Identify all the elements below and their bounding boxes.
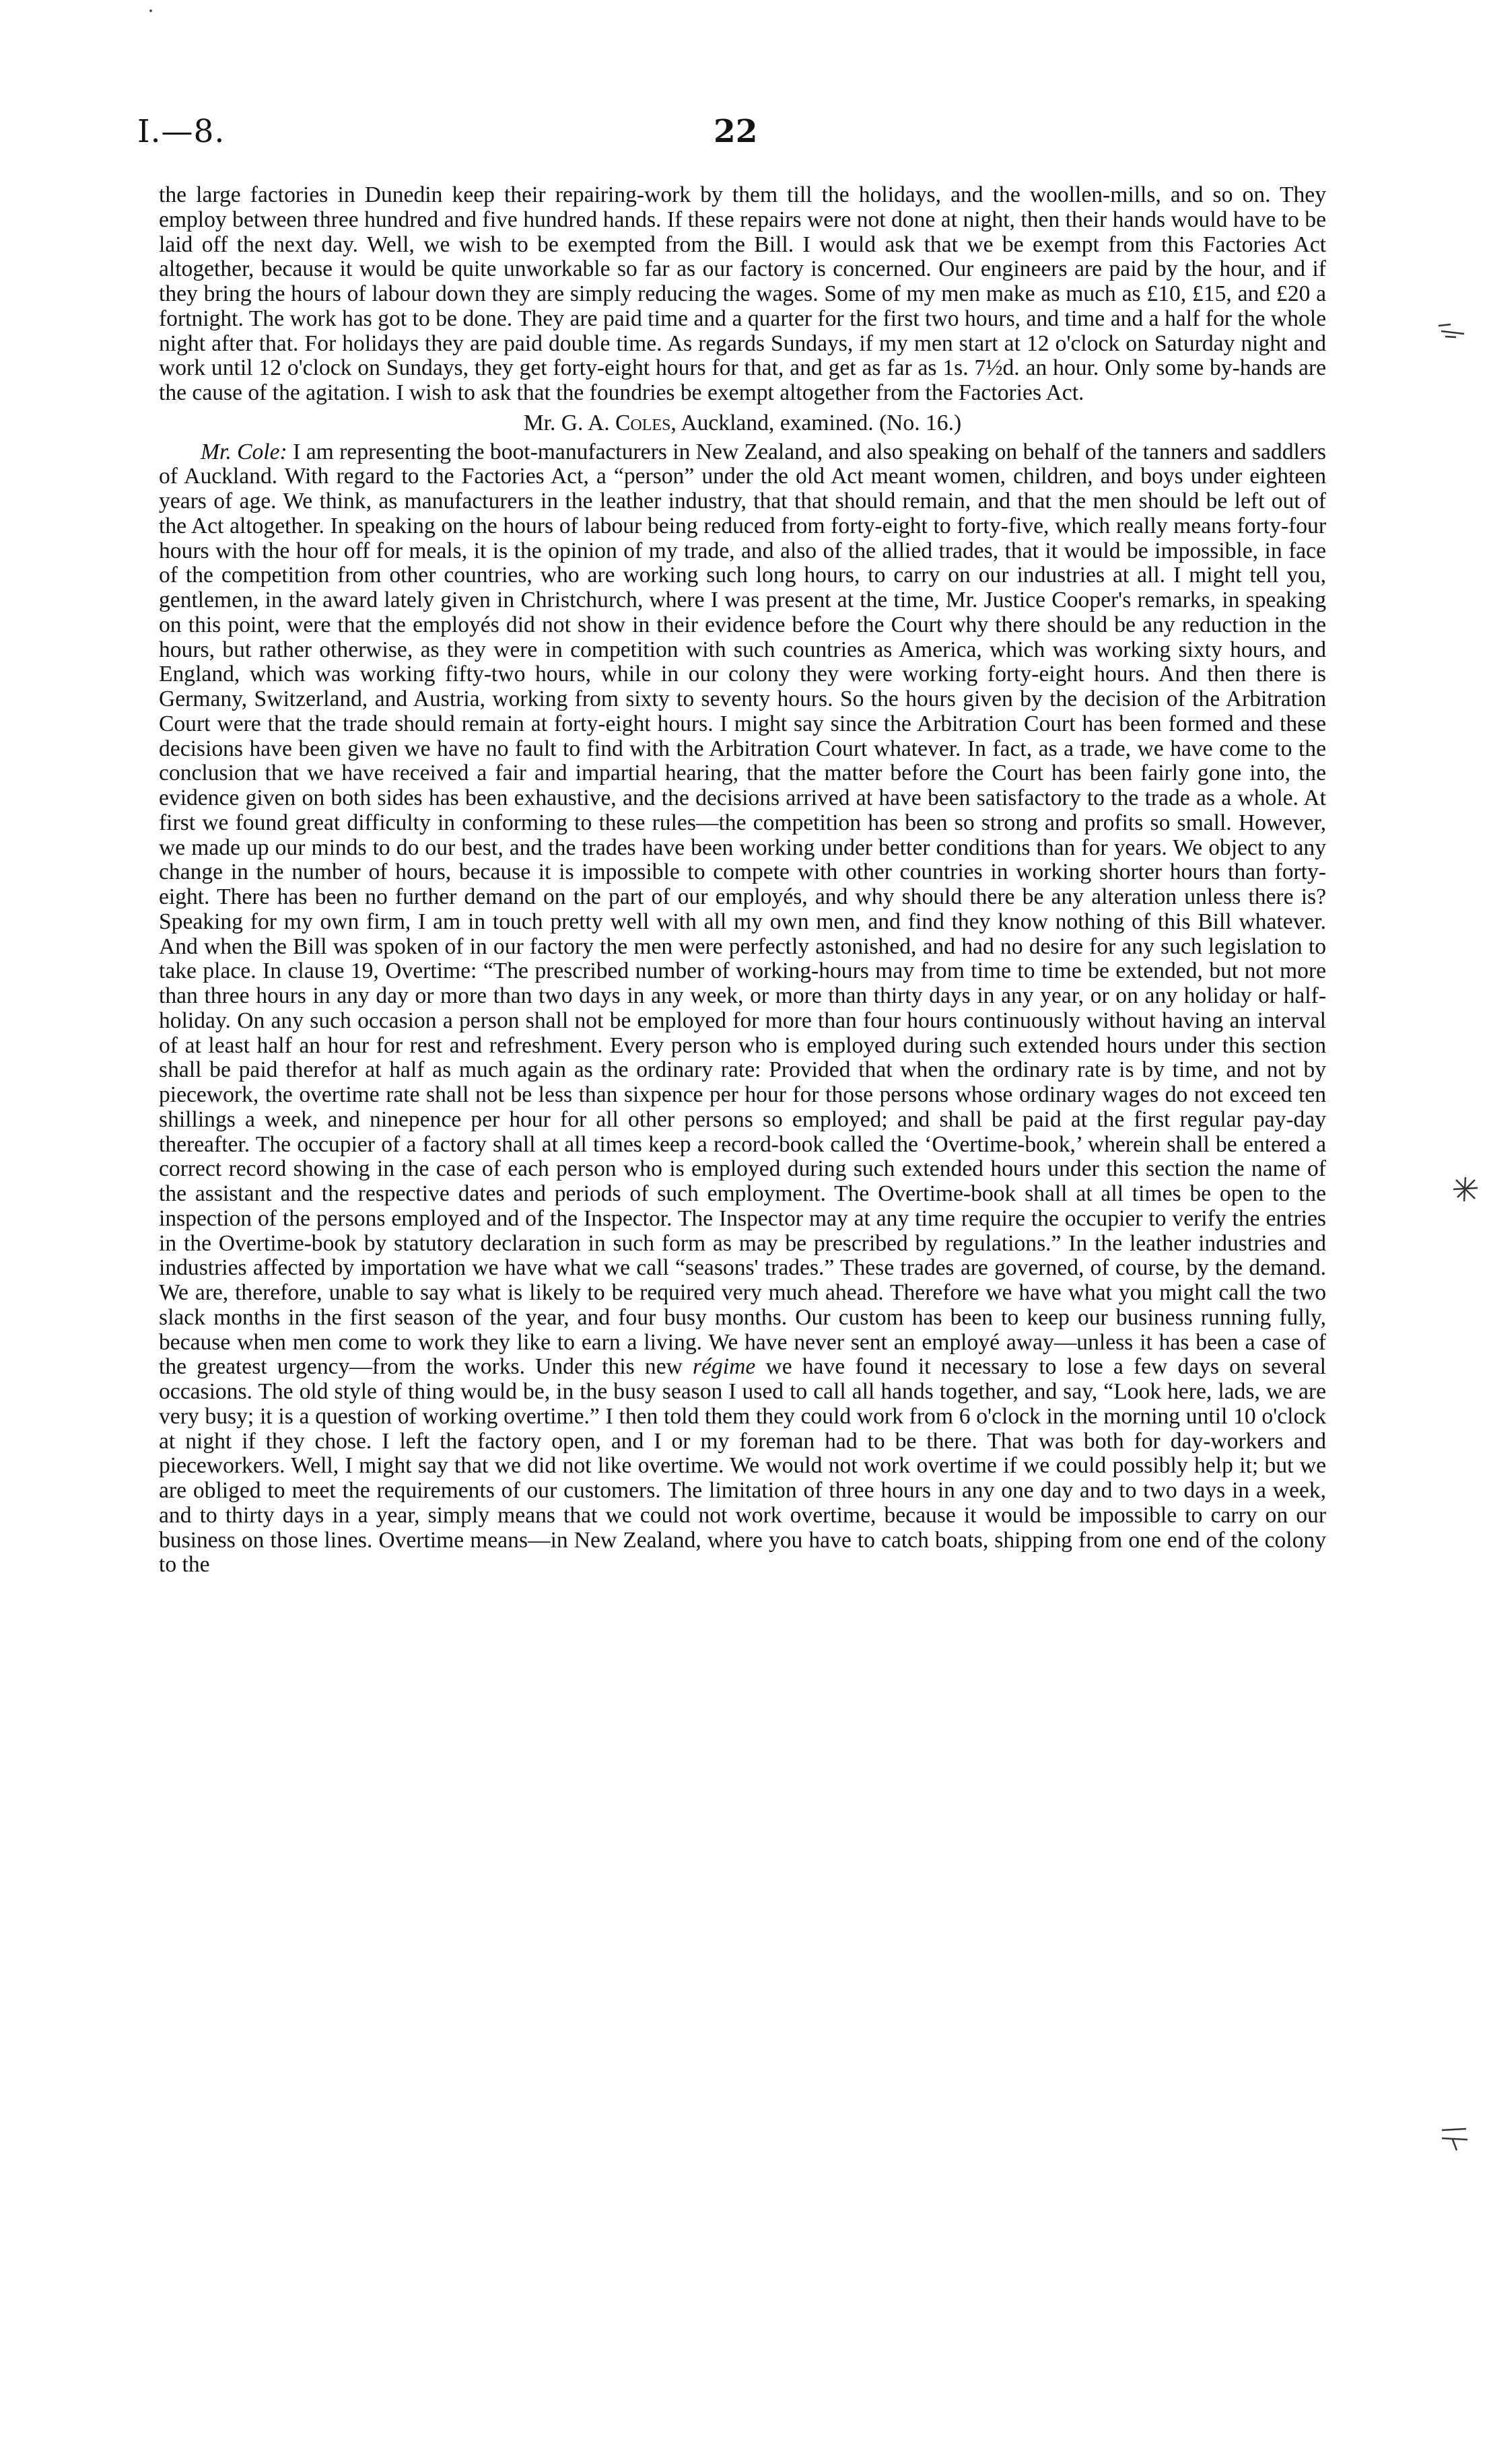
page-reference: I.—8.: [137, 113, 226, 150]
paragraph-foundry-testimony: the large factories in Dunedin keep their repairing-work by them till the holidays, and the woollen-mills, and so on. They employ between three hundred and five hundred hands. If these repairs were not done at night, then their hands would have to be laid off the next day. Well, we wish to be exempted from the Bill. I would ask that we be exempt from this Factories Act altogether, because it would be quite unworkable so far as our factory is concerned. Our engineers are paid by the hour, and if they bring the hours of labour down they are simply reducing the wages. Some of my men make as much as £10, £15, and £20 a fortnight. The work has got to be done. They are paid time and a quarter for the first two hours, and time and a half for the whole night after that. For holidays they are paid double time. As regards Sundays, if my men start at 12 o'clock on Saturday night and work until 12 o'clock on Sundays, they get forty-eight hours for that, and get as far as 1s. 7½d. an hour. Only some by-hands are the cause of the agitation. I wish to ask that the foundries be exempt altogether from the Factories Act.: [159, 182, 1326, 405]
document-body: [159, 183, 1326, 1578]
margin-mark-top: [1437, 316, 1468, 346]
margin-mark-bottom: [1439, 2123, 1470, 2156]
speaker-label: Mr. Cole:: [201, 439, 287, 464]
testimony-text-part-1: I am representing the boot-manufacturers in New Zealand, and also speaking on behalf of the tanners and saddlers of Auckland. With regard to the Factories Act, a “person” under the old Act meant women, children, and boys under eighteen years of age. We think, as manufacturers in the leather industry, that that should remain, and that the men should be left out of the Act altogether. In speaking on the hours of labour being reduced from forty-eight to forty-five, which really means forty-four hours with the hour off for meals, it is the opinion of my trade, and also of the allied trades, that it would be impossible, in face of the competition from other countries, who are working such long hours, to carry on our industries at all. I might tell you, gentlemen, in the award lately given in Christchurch, where I was present at the time, Mr. Justice Cooper's remarks, in speaking on this point, were that the employés did not show in their evidence before the Court why there should be any reduction in the hours, but rather otherwise, as they were in competition with such countries as America, which was working sixty hours, and England, which was working fifty-two hours, while in our colony they were working forty-eight hours. And then there is Germany, Switzerland, and Austria, working from sixty to seventy hours. So the hours given by the decision of the Arbitration Court were that the trade should remain at forty-eight hours. I might say since the Arbitration Court has been formed and these decisions have been given we have no fault to find with the Arbitration Court whatever. In fact, as a trade, we have come to the conclusion that we have received a fair and impartial hearing, that the matter before the Court has been fairly gone into, the evidence given on both sides has been exhaustive, and the decisions arrived at have been satisfactory to the trade as a whole. At first we found great difficulty in conforming to these rules—the competition has been so strong and profits so small. However, we made up our minds to do our best, and the trades have been working under better conditions than for years. We object to any change in the number of hours, because it is impossible to compete with other countries in working shorter hours than forty-eight. There has been no further demand on the part of our employés, and why should there be any alteration unless there is? Speaking for my own firm, I am in touch pretty well with all my own men, and find they know nothing of this Bill whatever. And when the Bill was spoken of in our factory the men were perfectly astonished, and had no desire for any such legislation to take place. In clause 19, Overtime: “The prescribed number of working-hours may from time to time be extended, but not more than three hours in any day or more than two days in any week, or more than thirty days in any year, or on any holiday or half-holiday. On any such occasion a person shall not be employed for more than four hours continuously without having an interval of at least half an hour for rest and refreshment. Every person who is employed during such extended hours under this section shall be paid therefor at half as much again as the ordinary rate: Provided that when the ordinary rate is by time, and not by piecework, the overtime rate shall not be less than sixpence per hour for those persons whose ordinary wages do not exceed ten shillings a week, and ninepence per hour for all other persons so employed; and shall be paid at the first regular pay-day thereafter. The occupier of a factory shall at all times keep a record-book called the ‘Overtime-book,’ wherein shall be entered a correct record showing in the case of each person who is employed during such extended hours under this section the name of the assistant and the respective dates and periods of such employment. The Overtime-book shall at all times be open to the inspection of the persons employed and of the Inspector. The Inspector may at any time require the occupier to verify the entries in the Overtime-book by statutory declaration in such form as may be prescribed by regulations.” In the leather industries and industries affected by importation we have what we call “seasons' trades.” These trades are governed, of course, by the demand. We are, therefore, unable to say what is likely to be required very much ahead. Therefore we have what you might call the two slack months in the first season of the year, and four busy months. Our custom has been to keep our business running fully, because when men come to work they like to earn a living. We have never sent an employé away—unless it has been a case of the greatest urgency—from the works. Under this new: [159, 439, 1326, 1380]
heading-witness-name: Coles: [615, 410, 671, 435]
testimony-text-part-2: we have found it necessary to lose a few days on several occasions. The old style of thing would be, in the busy season I used to call all hands together, and say, “Look here, lads, we are very busy; it is a question of working overtime.” I then told them they could work from 6 o'clock in the morning until 10 o'clock at night if they chose. I left the factory open, and I or my foreman had to be there. That was both for day-workers and pieceworkers. Well, I might say that we did not like overtime. We would not work overtime if we could possibly help it; but we are obliged to meet the requirements of our customers. The limitation of three hours in any one day and to two days in a week, and to thirty days in a year, simply means that we could not work overtime, because it would be impossible to carry on our business on those lines. Overtime means—in New Zealand, where you have to catch boats, shipping from one end of the colony to the: [159, 1354, 1326, 1578]
margin-mark-middle: [1451, 1174, 1480, 1207]
stray-dot: [149, 9, 152, 12]
heading-suffix: , Auckland, examined. (No. 16.): [670, 410, 962, 435]
witness-heading: [159, 411, 1326, 436]
heading-prefix: Mr. G. A.: [523, 410, 616, 435]
page-number: 22: [714, 113, 758, 150]
regime-italic: régime: [693, 1354, 756, 1380]
paragraph-cole-testimony: [159, 440, 1326, 1578]
